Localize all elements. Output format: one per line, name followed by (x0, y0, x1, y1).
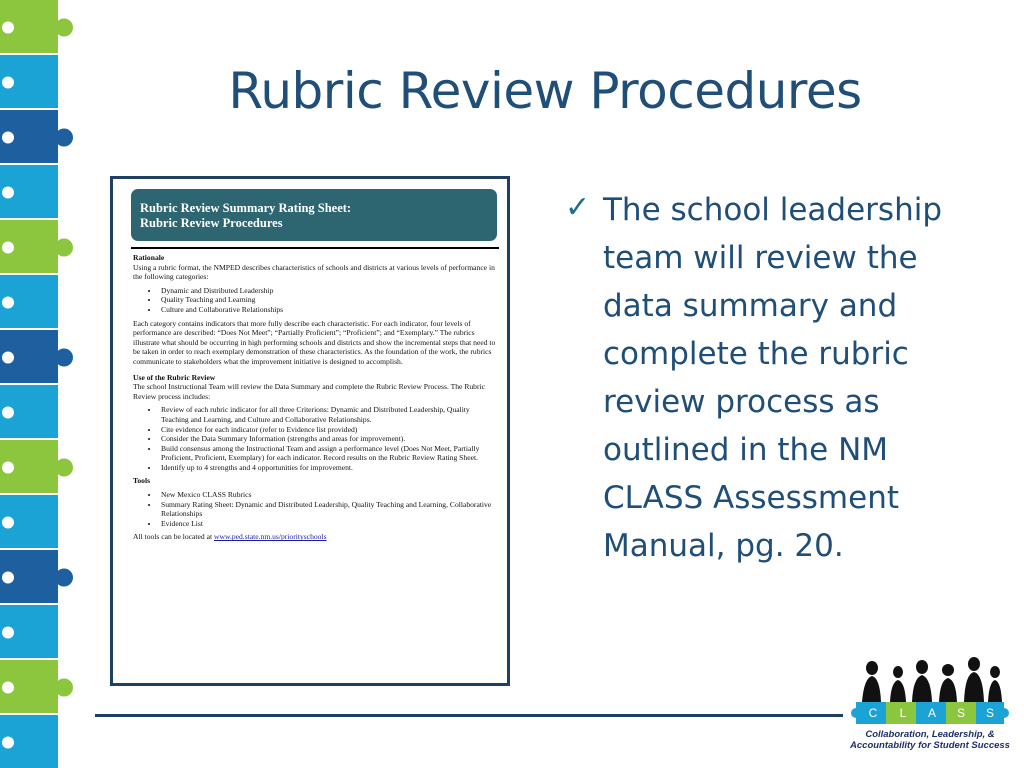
logo-caption-line1: Collaboration, Leadership, & (865, 729, 995, 740)
list-item: • Summary Rating Sheet: Dynamic and Distributed Leadership, Quality Teaching and Learning, Collaborative Relationships (159, 500, 499, 519)
list-item: • Evidence List (159, 519, 499, 529)
bullet-text: The school leadership team will review the data summary and complete the rubric review process as outlined in the NM CLASS Assessment Manual, pg. 20. (603, 192, 943, 564)
tools-footer-prefix: All tools can be located at (133, 532, 214, 542)
puzzle-pieces-icon (0, 0, 80, 768)
logo-caption-line2: Accountability for Student Success (850, 740, 1010, 751)
logo-letter: S (956, 706, 965, 720)
puzzle-tab (55, 19, 73, 37)
document-header (131, 189, 497, 241)
use-intro: The school Instructional Team will review the Data Summary and complete the Rubric Review Process. The Rubric Review process includes: (133, 382, 485, 401)
list-item: • Quality Teaching and Learning (159, 295, 499, 305)
logo-letter: A (927, 706, 936, 720)
rationale-paragraph: Each category contains indicators that more fully describe each characteristic. For each indicator, four levels of performance are described: “Does Not Meet”; “Partially Proficient”; “Proficient”; and “Exemplary.” The rubrics illustrate what should be occurring in high performing schools and districts and show the incremental steps that need to be taken in order to reach exemplary demonstration of these characteristics. As the foundation of the work, the rubrics communicate to stakeholders what the improvement initiative is designed to accomplish. (133, 318, 496, 366)
logo-letter: L (899, 706, 907, 720)
puzzle-notch (2, 297, 14, 309)
tools-heading: Tools (133, 476, 151, 486)
logo-letter: C (868, 706, 878, 720)
tools-list (133, 490, 499, 528)
document-header-line2: Rubric Review Procedures (140, 216, 283, 230)
document-image (110, 176, 510, 686)
logo-letters (858, 702, 1004, 724)
puzzle-tab (55, 129, 73, 147)
list-item: • Dynamic and Distributed Leadership (159, 286, 499, 296)
logo-caption (850, 729, 1010, 751)
puzzle-seam (0, 438, 58, 440)
puzzle-seam (0, 218, 58, 220)
list-item: • Culture and Collaborative Relationships (159, 305, 499, 315)
list-item: • Review of each rubric indicator for all three Criterions: Dynamic and Distributed Leadership, Quality Teaching and Learning, and Culture and Collaborative Relationships. (159, 405, 499, 424)
list-item: • Consider the Data Summary Information (strengths and areas for improvement). (159, 434, 499, 444)
list-item: • Build consensus among the Instructional Team and assign a performance level (Does Not Meet, Partially Proficient, Proficient, Exemplary) for each indicator. Record results on the Rubric Review Rating Sheet. (159, 444, 499, 463)
rationale-intro: Using a rubric format, the NMPED describes characteristics of schools and districts at various levels of performance in the following categories: (133, 262, 495, 282)
puzzle-notch (2, 22, 14, 34)
puzzle-notch (2, 132, 14, 144)
puzzle-notch (2, 407, 14, 419)
rationale-heading: Rationale (133, 253, 165, 262)
puzzle-seam (0, 328, 58, 330)
document-header-line1: Rubric Review Summary Rating Sheet: (140, 201, 352, 215)
puzzle-tab (55, 239, 73, 257)
puzzle-notch (2, 77, 14, 89)
puzzle-seam (0, 548, 58, 550)
puzzle-strip-decoration (0, 0, 80, 768)
puzzle-tab (55, 569, 73, 587)
puzzle-tab (55, 679, 73, 697)
use-list (133, 405, 499, 472)
puzzle-notch (2, 187, 14, 199)
puzzle-seam (0, 273, 58, 275)
puzzle-seam (0, 108, 58, 110)
puzzle-notch (2, 627, 14, 639)
puzzle-tab (55, 349, 73, 367)
puzzle-notch (2, 682, 14, 694)
footer-divider (95, 714, 843, 717)
puzzle-tab (55, 459, 73, 477)
tools-link[interactable]: www.ped.state.nm.us/priorityschools (213, 532, 327, 542)
list-item: • New Mexico CLASS Rubrics (159, 490, 499, 500)
rationale-list (133, 286, 499, 315)
puzzle-seam (0, 163, 58, 165)
logo-letter: S (985, 706, 994, 720)
puzzle-seam (0, 383, 58, 385)
check-icon: ✓ (565, 190, 591, 225)
puzzle-notch (2, 462, 14, 474)
puzzle-notch (2, 242, 14, 254)
puzzle-seam (0, 493, 58, 495)
puzzle-notch (2, 517, 14, 529)
puzzle-notch (2, 352, 14, 364)
slide-title: Rubric Review Procedures (228, 62, 862, 120)
puzzle-notch (2, 572, 14, 584)
document-divider (131, 247, 499, 249)
puzzle-notch (2, 737, 14, 749)
list-item: • Cite evidence for each indicator (refer to Evidence list provided) (159, 425, 499, 435)
puzzle-seam (0, 603, 58, 605)
tools-footer (133, 532, 499, 542)
use-heading: Use of the Rubric Review (133, 372, 216, 382)
puzzle-seam (0, 713, 58, 715)
puzzle-seam (0, 658, 58, 660)
document-body (133, 253, 499, 542)
puzzle-seam (0, 53, 58, 55)
list-item: • Identify up to 4 strengths and 4 opportunities for improvement. (159, 463, 499, 473)
